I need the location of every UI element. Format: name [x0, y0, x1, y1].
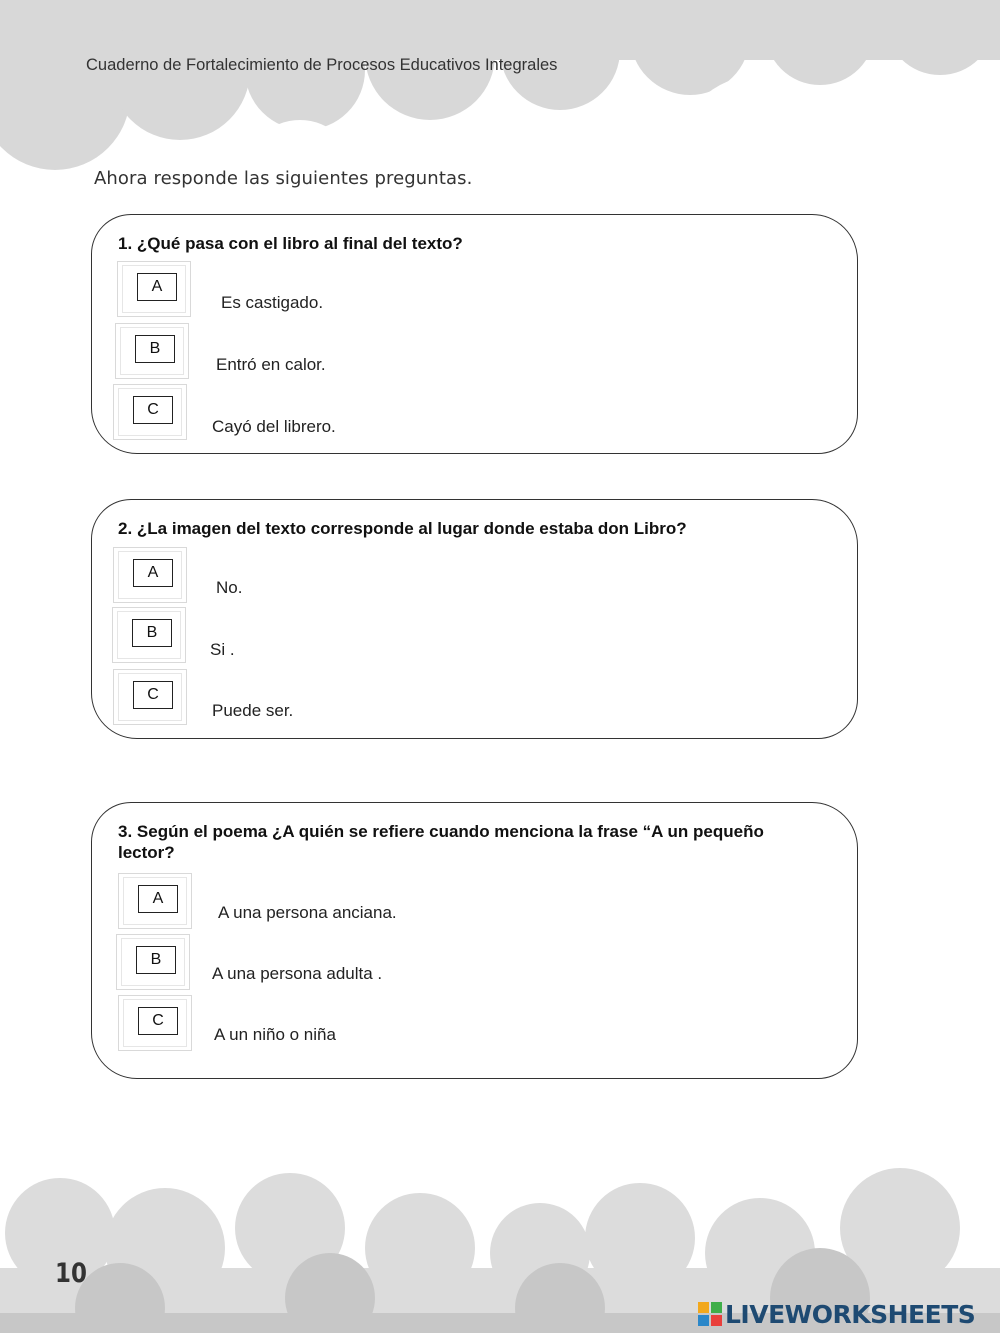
option-letter-box: A	[137, 273, 177, 301]
question-2-option-c-text: Puede ser.	[212, 701, 294, 720]
question-1-box	[91, 214, 858, 454]
option-letter-box: C	[133, 681, 173, 709]
question-3-option-c[interactable]	[118, 995, 192, 1051]
liveworksheets-brand[interactable]	[698, 1296, 975, 1332]
option-letter-box: B	[136, 946, 176, 974]
question-3-box	[91, 802, 858, 1079]
question-2-option-a-text: No.	[216, 578, 243, 597]
liveworksheets-logo-icon	[698, 1302, 722, 1326]
header-title: Cuaderno de Fortalecimiento de Procesos Educativos Integrales	[86, 56, 558, 74]
clouds-top-decoration	[0, 0, 1000, 175]
question-1-option-c-text: Cayó del librero.	[212, 417, 336, 436]
question-1-title: 1. ¿Qué pasa con el libro al final del texto?	[118, 234, 463, 253]
question-2-option-b[interactable]	[112, 607, 186, 663]
question-2-option-a[interactable]	[113, 547, 187, 603]
question-1-option-b[interactable]	[115, 323, 189, 379]
question-1-option-a[interactable]	[117, 261, 191, 317]
option-letter-box: B	[135, 335, 175, 363]
question-3-option-b[interactable]	[116, 934, 190, 990]
question-1-option-c[interactable]	[113, 384, 187, 440]
instruction-text: Ahora responde las siguientes preguntas.	[94, 168, 473, 189]
question-2-option-b-text: Si .	[210, 640, 235, 659]
question-2-box	[91, 499, 858, 739]
option-letter-box: C	[133, 396, 173, 424]
question-1-option-b-text: Entró en calor.	[216, 355, 326, 374]
question-3-option-a-text: A una persona anciana.	[218, 903, 397, 922]
question-3-option-a[interactable]	[118, 873, 192, 929]
question-2-title: 2. ¿La imagen del texto corresponde al lugar donde estaba don Libro?	[118, 519, 687, 538]
option-letter-box: C	[138, 1007, 178, 1035]
option-letter-box: B	[132, 619, 172, 647]
question-3-title: 3. Según el poema ¿A quién se refiere cuando menciona la frase “A un pequeño lector?	[118, 822, 764, 862]
question-1-option-a-text: Es castigado.	[221, 293, 324, 312]
question-3-option-c-text: A un niño o niña	[214, 1025, 336, 1044]
option-letter-box: A	[133, 559, 173, 587]
option-letter-box: A	[138, 885, 178, 913]
question-2-option-c[interactable]	[113, 669, 187, 725]
brand-text: LIVEWORKSHEETS	[725, 1299, 976, 1329]
page-number: 10	[55, 1258, 87, 1289]
question-3-option-b-text: A una persona adulta .	[212, 964, 383, 983]
